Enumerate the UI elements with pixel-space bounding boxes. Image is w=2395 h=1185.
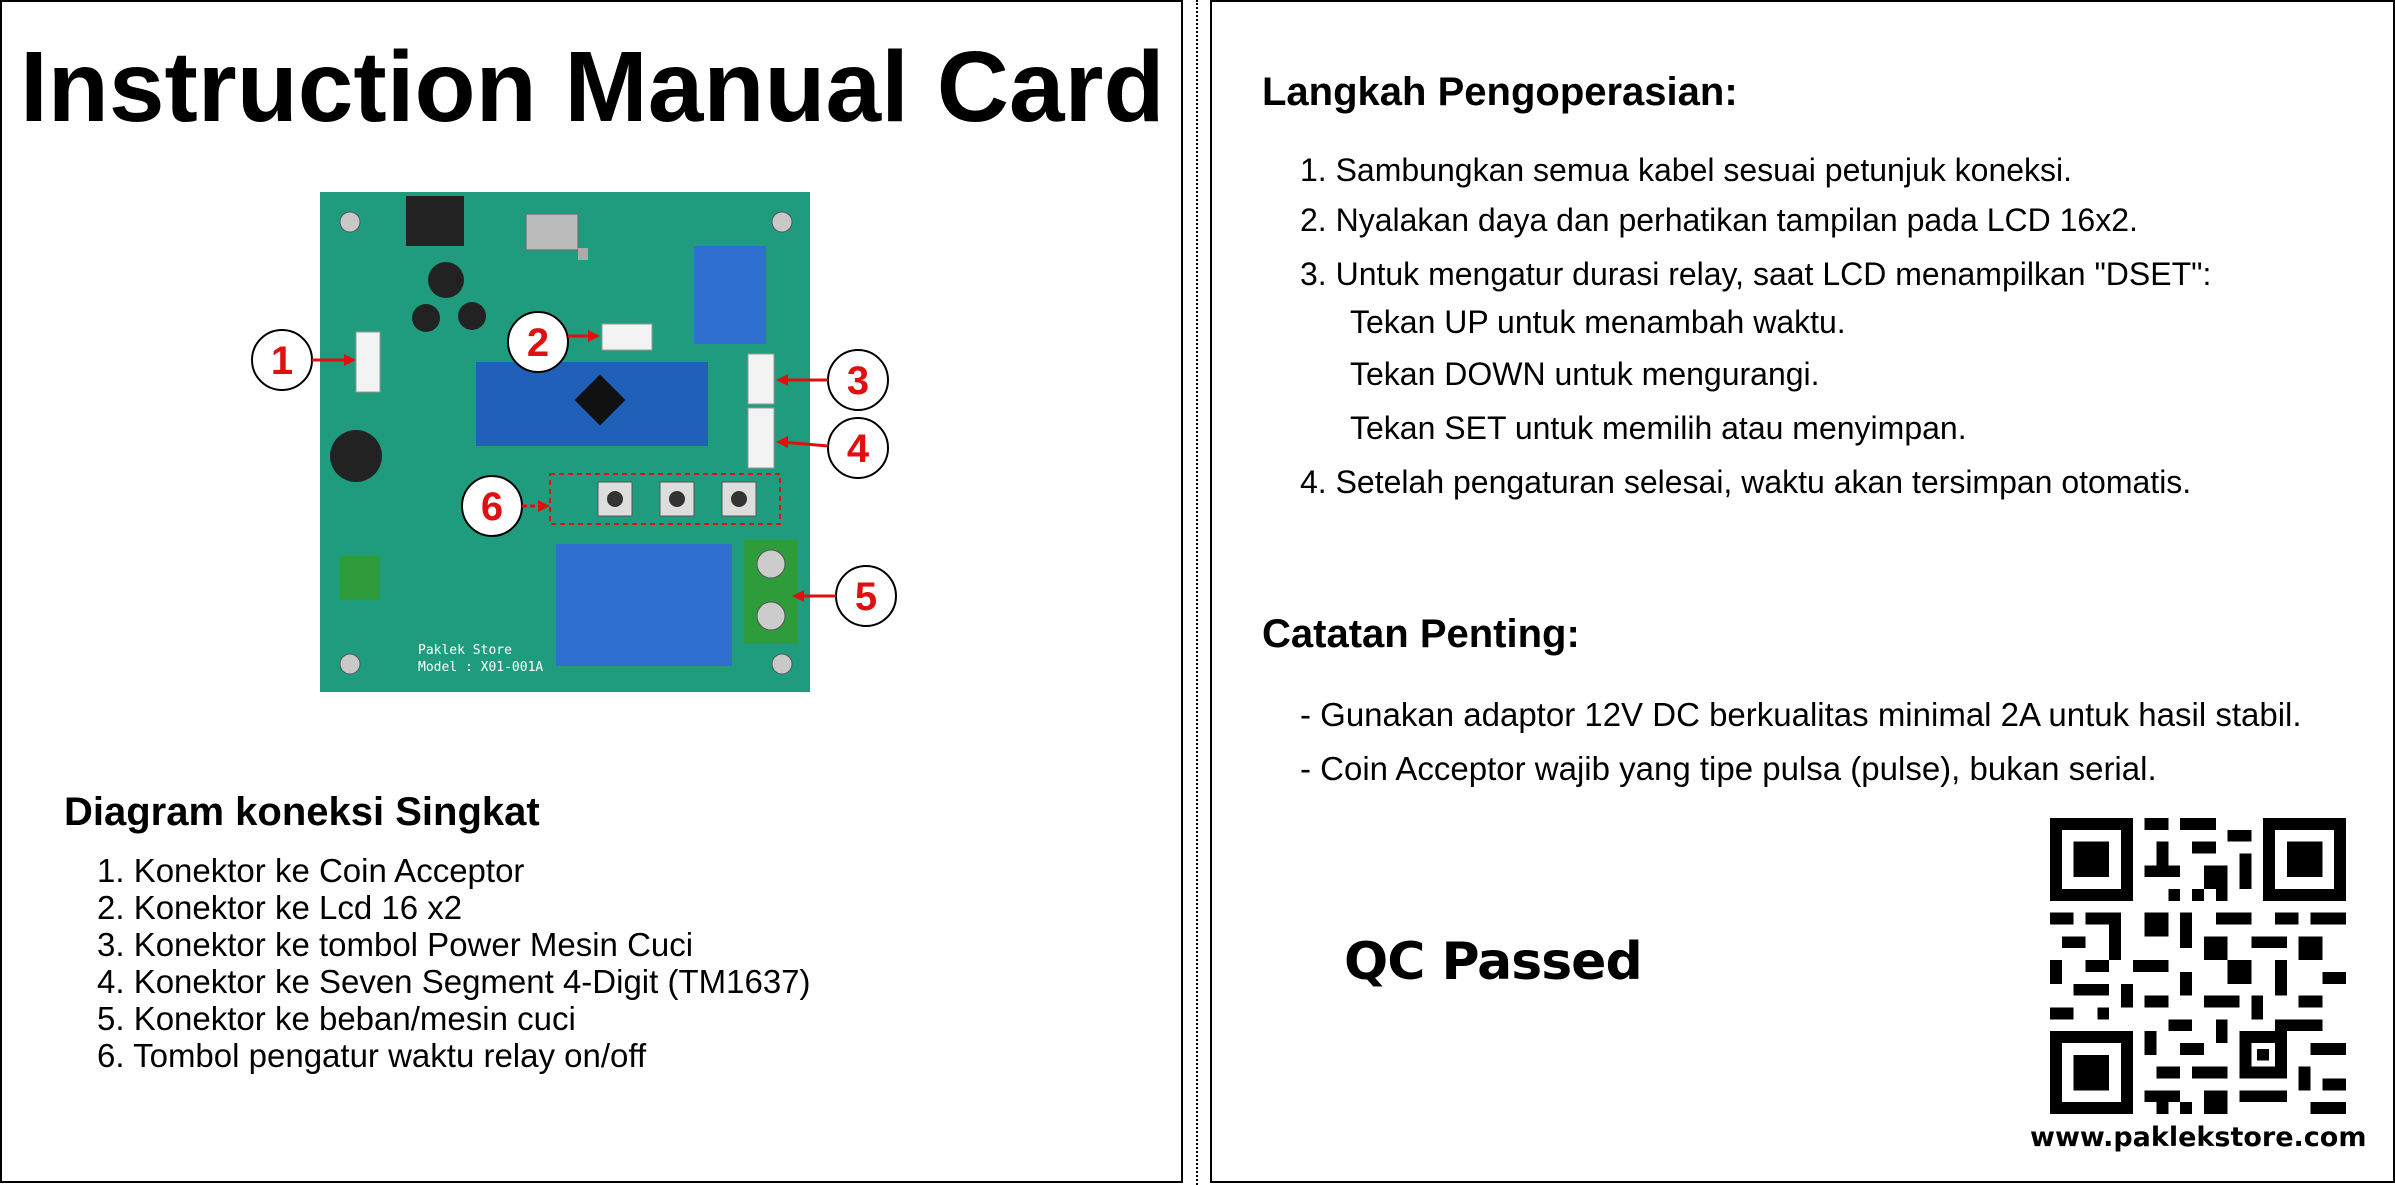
svg-text:5: 5 (854, 575, 878, 619)
list-item: 5. Konektor ke beban/mesin cuci (97, 1000, 576, 1037)
pcb-board-photo (248, 184, 908, 704)
list-item: 6. Tombol pengatur waktu relay on/off (97, 1037, 647, 1074)
connector-3 (748, 354, 774, 404)
button-up-cap (607, 491, 623, 507)
buzzer (330, 430, 382, 482)
small-terminal (340, 556, 380, 600)
list-item: 4. Konektor ke Seven Segment 4-Digit (TM1637) (97, 963, 811, 1000)
regulator-heatsink (526, 214, 578, 250)
screw (772, 212, 792, 232)
svg-text:1: 1 (270, 339, 294, 383)
silkscreen-store: Paklek Store (418, 643, 512, 658)
website-url: www.paklekstore.com (2030, 1122, 2367, 1153)
qc-passed-label: QC Passed (1344, 932, 1642, 992)
qr-code (2050, 818, 2346, 1114)
svg-text:3: 3 (846, 359, 870, 403)
list-item: 3. Konektor ke tombol Power Mesin Cuci (97, 926, 694, 963)
left-card-panel (0, 0, 1183, 1183)
list-item: 3. Untuk mengatur durasi relay, saat LCD menampilkan "DSET": (1300, 256, 2212, 292)
main-relay (556, 544, 732, 666)
notes-heading: Catatan Penting: (1262, 612, 1580, 656)
list-item: 2. Nyalakan daya dan perhatikan tampilan pada LCD 16x2. (1300, 202, 2138, 238)
connector-1 (356, 332, 380, 392)
fuse (578, 248, 588, 260)
button-set-cap (731, 491, 747, 507)
silkscreen-model: Model : X01-001A (418, 660, 544, 675)
list-item: Tekan SET untuk memilih atau menyimpan. (1350, 410, 1967, 446)
screw (772, 654, 792, 674)
capacitor (428, 262, 464, 298)
capacitor (458, 302, 486, 330)
terminal-screw (757, 602, 785, 630)
button-down-cap (669, 491, 685, 507)
list-item: - Gunakan adaptor 12V DC berkualitas minimal 2A untuk hasil stabil. (1300, 696, 2302, 733)
list-item: Tekan DOWN untuk mengurangi. (1350, 356, 1820, 392)
svg-text:2: 2 (526, 321, 550, 365)
list-item: 1. Sambungkan semua kabel sesuai petunjuk koneksi. (1300, 152, 2073, 188)
screw (340, 212, 360, 232)
capacitor (412, 304, 440, 332)
fold-line (1196, 0, 1198, 1185)
connection-heading: Diagram koneksi Singkat (64, 790, 540, 834)
operation-steps (1300, 152, 2300, 512)
svg-text:6: 6 (480, 485, 504, 529)
terminal-screw (757, 550, 785, 578)
dc-jack (406, 196, 464, 246)
list-item: 2. Konektor ke Lcd 16 x2 (97, 889, 463, 926)
connection-list (97, 852, 811, 1074)
screw (340, 654, 360, 674)
connector-2 (602, 324, 652, 350)
small-relay (694, 246, 766, 344)
svg-text:4: 4 (846, 427, 870, 471)
notes-list (1300, 696, 2390, 796)
list-item: 1. Konektor ke Coin Acceptor (97, 852, 525, 889)
list-item: 4. Setelah pengaturan selesai, waktu akan tersimpan otomatis. (1300, 464, 2192, 500)
operation-heading: Langkah Pengoperasian: (1262, 70, 1738, 114)
list-item: Tekan UP untuk menambah waktu. (1350, 304, 1846, 340)
card-title: Instruction Manual Card (20, 31, 1165, 143)
list-item: - Coin Acceptor wajib yang tipe pulsa (pulse), bukan serial. (1300, 750, 2157, 787)
connector-4 (748, 408, 774, 468)
